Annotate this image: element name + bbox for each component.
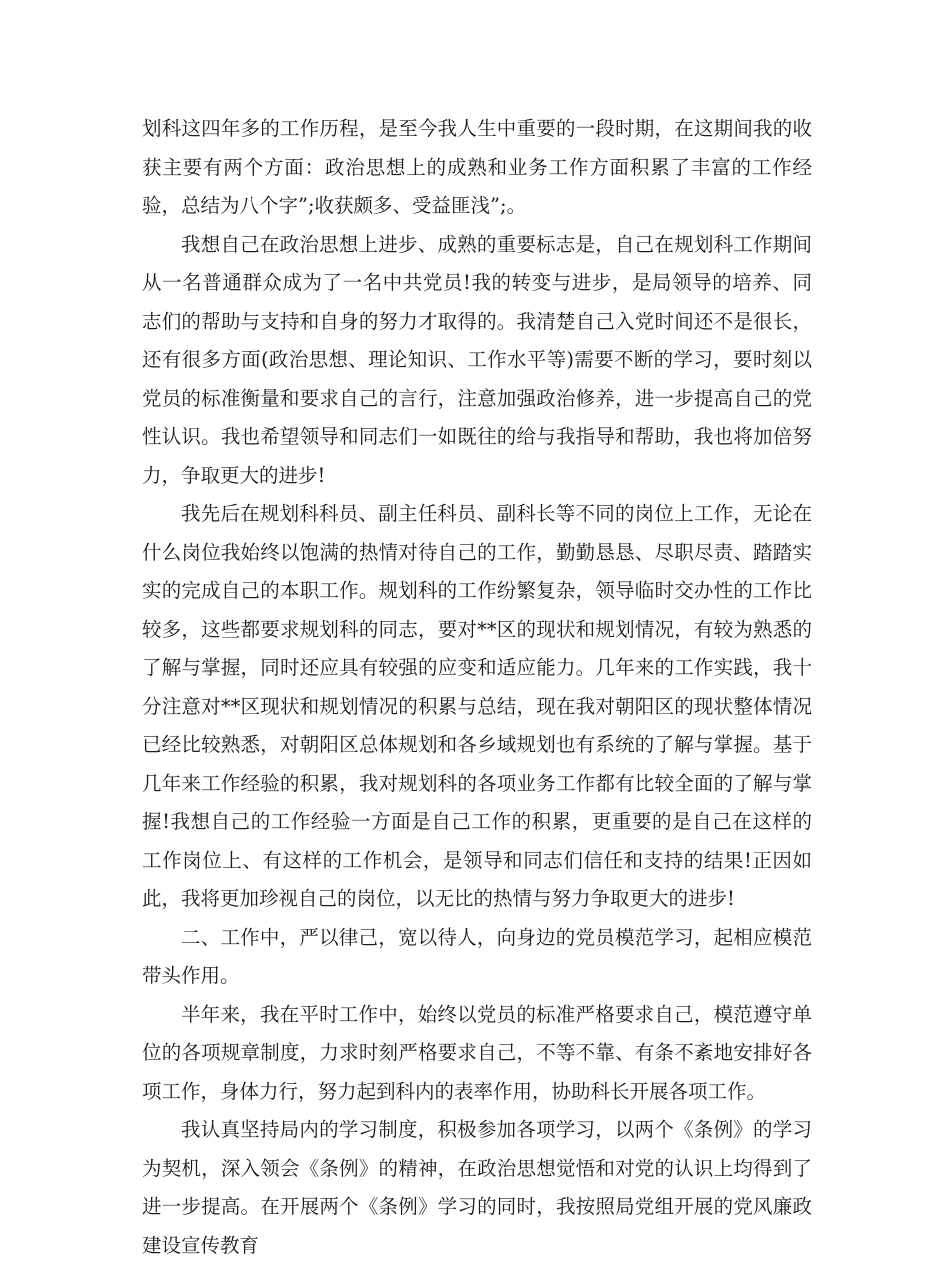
paragraph-2: 我想自己在政治思想上进步、成熟的重要标志是，自己在规划科工作期间从一名普通群众成为了一名中共党员!我的转变与进步，是局领导的培养、同志们的帮助与支持和自身的努力才取得的。我清楚自己入党时间还不是很长，还有很多方面(政治思想、理论知识、工作水平等)需要不断的学习，要时刻以党员的标准衡量和要求自己的言行，注意加强政治修养，进一步提高自己的党性认识。我也希望领导和同志们一如既往的给与我指导和帮助，我也将加倍努力，争取更大的进步! [142, 232, 812, 487]
paragraph-1: 划科这四年多的工作历程，是至今我人生中重要的一段时期，在这期间我的收获主要有两个方面：政治思想上的成熟和业务工作方面积累了丰富的工作经验，总结为八个字”;收获颇多、受益匪浅”;。 [142, 117, 812, 217]
section-heading-2: 二、工作中，严以律己，宽以待人，向身边的党员模范学习，起相应模范带头作用。 [142, 925, 812, 987]
document-body [142, 110, 812, 1265]
paragraph-4: 半年来，我在平时工作中，始终以党员的标准严格要求自己，模范遵守单位的各项规章制度，力求时刻严格要求自己，不等不靠、有条不紊地安排好各项工作，身体力行，努力起到科内的表率作用，协助科长开展各项工作。 [142, 1002, 812, 1103]
paragraph-5: 我认真坚持局内的学习制度，积极参加各项学习，以两个《条例》的学习为契机，深入领会《条例》的精神，在政治思想觉悟和对党的认识上均得到了进一步提高。在开展两个《条例》学习的同时，我按照局党组开展的党风廉政建设宣传教育 [142, 1118, 812, 1257]
paragraph-3: 我先后在规划科科员、副主任科员、副科长等不同的岗位上工作，无论在什么岗位我始终以饱满的热情对待自己的工作，勤勤恳恳、尽职尽责、踏踏实实的完成自己的本职工作。规划科的工作纷繁复杂，领导临时交办性的工作比较多，这些都要求规划科的同志，要对**区的现状和规划情况，有较为熟悉的了解与掌握，同时还应具有较强的应变和适应能力。几年来的工作实践，我十分注意对**区现状和规划情况的积累与总结，现在我对朝阳区的现状整体情况已经比较熟悉，对朝阳区总体规划和各乡域规划也有系统的了解与掌握。基于几年来工作经验的积累，我对规划科的各项业务工作都有比较全面的了解与掌握!我想自己的工作经验一方面是自己工作的积累，更重要的是自己在这样的工作岗位上、有这样的工作机会，是领导和同志们信任和支持的结果!正因如此，我将更加珍视自己的岗位，以无比的热情与努力争取更大的进步! [142, 502, 812, 910]
